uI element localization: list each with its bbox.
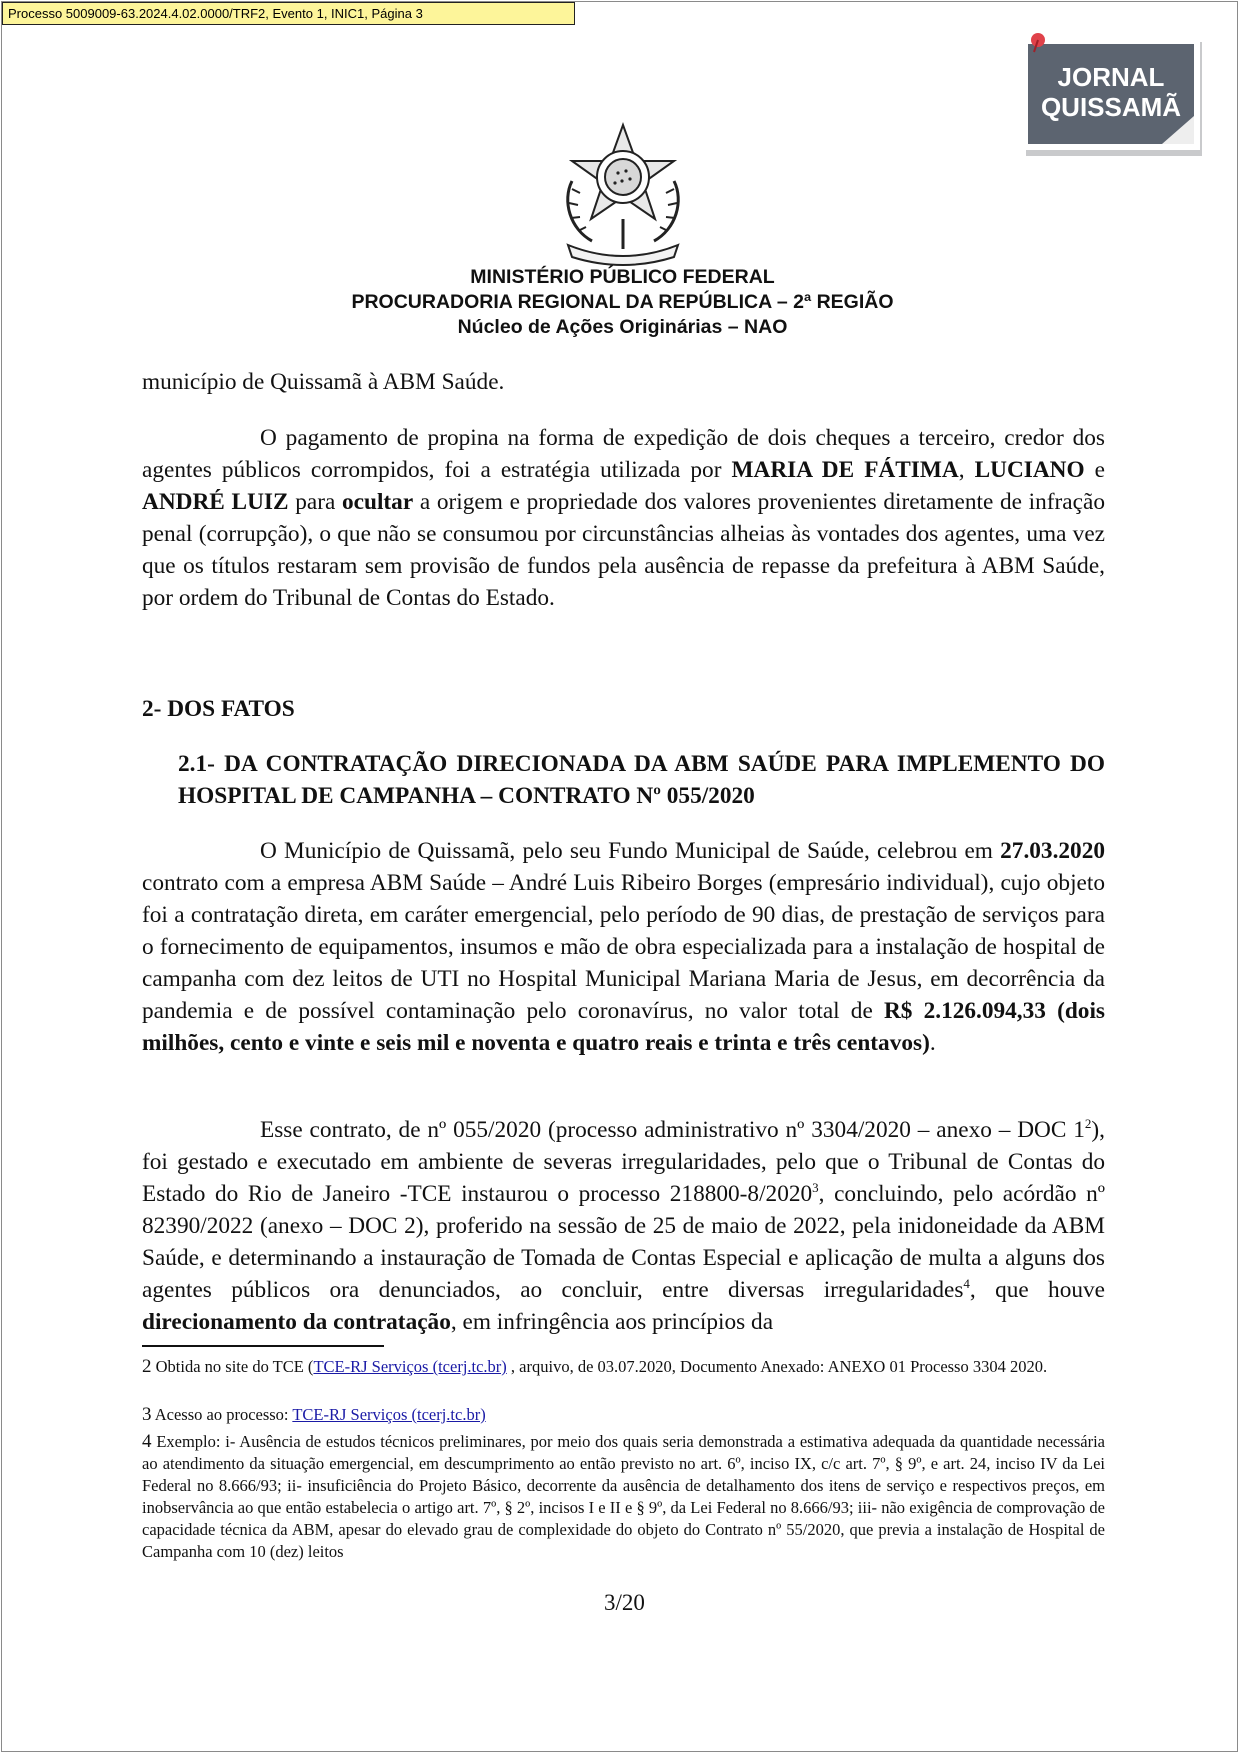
footnote-4: 4 Exemplo: i- Ausência de estudos técnicos preliminares, por meio dos quais seria demonstrada a estimativa adequada da quantidade necessária ao atendimento da situação emergencial, em descumprimento ao então previsto no art. 6º, inciso IX, c/c art. 7º, § 9º, e art. 24, inciso IV da Lei Federal no 8.666/93; ii- insuficiência do Projeto Básico, decorrente da ausência de detalhamento dos itens de serviço e respectivos preços, em inobservância ao que então estabelecia o artigo art. 7º, § 2º, incisos I e II e § 9º, da Lei Federal no 8.666/93; iii- não exigência de comprovação de capacidade técnica da ABM, apesar do elevado grau de complexidade do objeto do Contrato nº 55/2020, que previa a instalação de Hospital de Campanha com 10 (dez) leitos <box>142 1431 1105 1561</box>
footnote-separator <box>142 1345 384 1347</box>
paragraph-continuation <box>142 366 1105 398</box>
footnote-ref-2: 2 <box>1084 1116 1092 1132</box>
header-line-ministry: MINISTÉRIO PÚBLICO FEDERAL <box>470 266 775 288</box>
process-stamp: Processo 5009009-63.2024.4.02.0000/TRF2, Evento 1, INIC1, Página 3 <box>2 2 575 25</box>
footnote-ref-4: 4 <box>963 1276 970 1292</box>
header-line-procuradoria: PROCURADORIA REGIONAL DA REPÚBLICA – 2ª REGIÃO <box>351 291 894 313</box>
paragraph-3: Esse contrato, de nº 055/2020 (processo administrativo nº 3304/2020 – anexo – DOC $1^2$), foi gestado e executado em ambiente de severas irregularidades, pelo que o Tribunal de Contas do Estado do Rio de Janeiro -TCE instaurou o processo 218800-8/2020$^3$, concluindo, pelo acórdão nº 82390/2022 (anexo – DOC 2), proferido na sessão de 25 de maio de 2022, pela inidoneidade da ABM Saúde, e determinando a instauração de Tomada de Contas Especial e aplicação de multa a alguns dos agentes públicos ora denunciados, ao concluir, entre diversas irregularidades$^4$, que houve direcionamento da contratação, em infringência aos princípios da <box>142 1116 1105 1335</box>
paragraph-municipio <box>142 835 1105 1059</box>
footnote-3-link[interactable]: TCE-RJ Serviços (tcerj.tc.br) <box>292 1405 486 1424</box>
section-title: 2- DOS FATOS <box>142 696 295 722</box>
logo-line1: JORNAL <box>1057 62 1165 92</box>
brazil-coat-of-arms-icon <box>552 121 694 269</box>
paragraph-0: município de Quissamã à ABM Saúde. <box>142 369 505 395</box>
footnote-ref-3: 3 <box>812 1180 819 1196</box>
logo-line2: QUISSAMÃ <box>1040 92 1182 122</box>
footnote-2: 2 Obtida no site do TCE (TCE-RJ Serviços (tcerj.tc.br) , arquivo, de 03.07.2020, Documento Anexado: ANEXO 01 Processo 3304 2020. <box>142 1356 1048 1377</box>
paragraph-contrato <box>142 1114 1105 1338</box>
header-line-nucleo: Núcleo de Ações Originárias – NAO <box>457 316 788 338</box>
paragraph-1: O pagamento de propina na forma de expedição de dois cheques a terceiro, credor dos agentes públicos corrompidos, foi a estratégia utilizada por MARIA DE FÁTIMA, LUCIANO e ANDRÉ LUIZ para ocultar a origem e propriedade dos valores provenientes diretamente de infração penal (corrupção), o que não se consumou por circunstâncias alheias às vontades dos agentes, uma vez que os títulos restaram sem provisão de fundos pela ausência de repasse da prefeitura à ABM Saúde, por ordem do Tribunal de Contas do Estado. <box>142 425 1105 611</box>
footnote-3: 3 Acesso ao processo: TCE-RJ Serviços (tcerj.tc.br) <box>142 1404 486 1425</box>
jornal-quissama-logo <box>1012 30 1202 160</box>
page-number: 3/20 <box>604 1590 645 1615</box>
footnote-2-link[interactable]: TCE-RJ Serviços (tcerj.tc.br) <box>313 1357 507 1376</box>
paragraph-2: O Município de Quissamã, pelo seu Fundo Municipal de Saúde, celebrou em 27.03.2020 contrato com a empresa ABM Saúde – André Luis Ribeiro Borges (empresário individual), cujo objeto foi a contratação direta, em caráter emergencial, pelo período de 90 dias, de prestação de serviços para o fornecimento de equipamentos, insumos e mão de obra especializada para a instalação de hospital de campanha com dez leitos de UTI no Hospital Municipal Mariana Maria de Jesus, em decorrência da pandemia e de possível contaminação pelo coronavírus, no valor total de R$ 2.126.094,33 (dois milhões, cento e vinte e seis mil e noventa e quatro reais e trinta e três centavos). <box>142 838 1105 1056</box>
paragraph-propina <box>142 422 1105 614</box>
subsection-title: 2.1- DA CONTRATAÇÃO DIRECIONADA DA ABM SAÚDE PARA IMPLEMENTO DO HOSPITAL DE CAMPANHA – CONTRATO Nº 055/2020 <box>178 751 1105 809</box>
